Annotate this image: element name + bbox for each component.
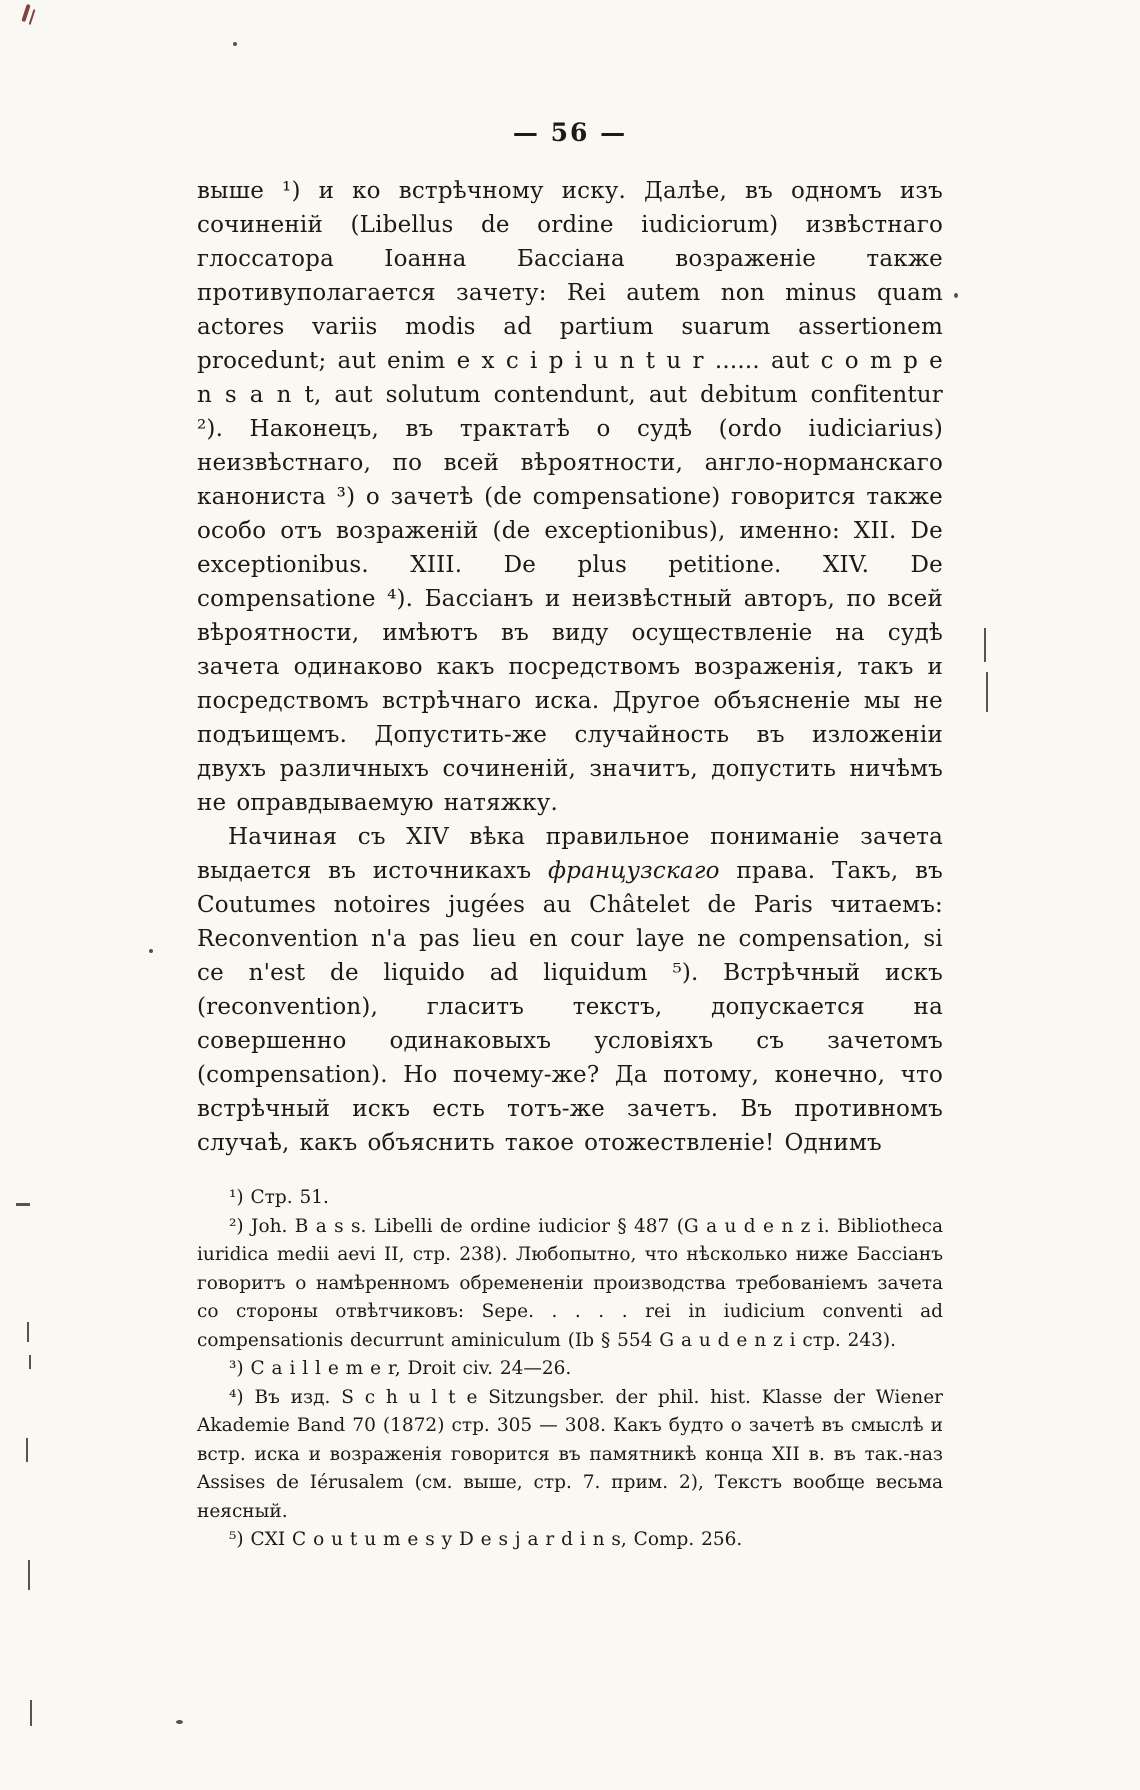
footnote-marker: ⁴): [229, 1386, 255, 1408]
text-run: выше ¹) и ко встрѣчному иску. Далѣе, въ одномъ изъ сочиненій (Libellus de ordine iudiciorum) извѣстнаго глоссатора Іоанна Бассіана возраженіе также противуполагается зачету: Rei autem non minus quam actores variis modis ad partium suarum assertionem procedunt; aut enim e x c i p i u n t u r ...... aut c o m p e n s a n t, aut solutum contendunt, aut debitum confitentur ²). Наконецъ, въ трактатѣ о судѣ (ordo iudiciarius) неизвѣстнаго, по всей вѣроятности, англо-норманскаго канониста ³) о зачетѣ (de compensatione) говорится также особо отъ возраженій (de exceptionibus), именно: XII. De exceptionibus. XIII. De plus petitione. XIV. De compensatione ⁴). Бассіанъ и неизвѣстный авторъ, по всей вѣроятности, имѣютъ въ виду осуществленіе на судѣ зачета одинаково какъ посредствомъ возраженія, такъ и посредствомъ встрѣчнаго иска. Другое объясненіе мы не подъищемъ. Допустить-же случайность въ изложеніи двухъ различныхъ сочиненій, значитъ, допустить ничѣмъ не оправдываемую натяжку.: [197, 178, 943, 816]
scan-artifact: [26, 1438, 28, 1462]
scan-artifact: [28, 1560, 30, 1590]
scan-artifact: [986, 672, 988, 712]
page-number: — 56 —: [512, 118, 628, 147]
scan-artifact: [176, 1720, 183, 1724]
scan-artifact: [16, 1203, 30, 1206]
scan-artifact: [954, 293, 958, 298]
footnote-marker: ³): [229, 1358, 251, 1379]
paragraph-2: [197, 820, 943, 1160]
italic-run: французскаго: [547, 858, 720, 884]
footnotes: [197, 1184, 943, 1555]
body-text: [197, 174, 943, 1160]
footnote-text: C a i l l e m e r, Droit civ. 24—26.: [250, 1358, 572, 1379]
footnote-1: [197, 1184, 943, 1213]
footnote-marker: ²): [229, 1215, 252, 1237]
footnote-text: Joh. B a s s. Libelli de ordine iudicior § 487 (G a u d e n z i. Bibliotheca iuridica medii aevi II, стр. 238). Любопытно, что нѣсколько ниже Бассіанъ говоритъ о намѣренномъ обремененіи производства требованіемъ зачета со стороны отвѣтчиковъ: Sepe. . . . . rei in iudicium conventi ad compensationis decurrunt aminiculum (Ib § 554 G a u d e n z i стр. 243).: [197, 1215, 944, 1351]
paragraph-1: [197, 174, 943, 820]
footnote-text: CXI C o u t u m e s y D e s j a r d i n s, Comp. 256.: [250, 1529, 743, 1550]
scan-artifact: [984, 628, 986, 662]
scan-artifact: [21, 4, 30, 22]
text-run: Начиная съ XIV вѣка правильное пониманіе зачета выдается въ источникахъ: [197, 824, 943, 884]
footnote-marker: ¹): [229, 1187, 251, 1208]
scan-artifact: [30, 1700, 32, 1726]
footnote-text: Стр. 51.: [250, 1187, 329, 1208]
footnote-4: [197, 1384, 943, 1527]
scan-artifact: [149, 949, 153, 953]
scan-artifact: [233, 42, 237, 46]
footnote-5: [197, 1526, 943, 1555]
text-column: [197, 118, 943, 1555]
footnote-3: [197, 1355, 943, 1384]
footnote-marker: ⁵): [229, 1529, 251, 1550]
footnote-2: [197, 1213, 943, 1356]
scan-artifact: [29, 1355, 31, 1369]
footnote-text: Въ изд. S c h u l t e Sitzungsber. der phil. hist. Klasse der Wiener Akademie Band 70 (1872) стр. 305 — 308. Какъ будто о зачетѣ въ смыслѣ и встр. иска и возраженія говорится въ памятникѣ конца XII в. въ так.-наз Assises de Iérusalem (см. выше, стр. 7. прим. 2), Текстъ вообще весьма неясный.: [197, 1386, 944, 1522]
scan-artifact: [27, 1322, 29, 1342]
text-run: права. Такъ, въ Coutumes notoires jugées au Châtelet de Paris читаемъ: Reconvention n'a pas lieu en cour laye ne compensation, si ce n'est de liquido ad liquidum ⁵). Встрѣчный искъ (reconvention), гласитъ текстъ, допускается на совершенно одинаковыхъ условіяхъ съ зачетомъ (compensation). Но почему-же? Да потому, конечно, что встрѣчный искъ есть тотъ-же зачетъ. Въ противномъ случаѣ, какъ объяснить такое отожествленіе! Однимъ: [197, 858, 944, 1156]
